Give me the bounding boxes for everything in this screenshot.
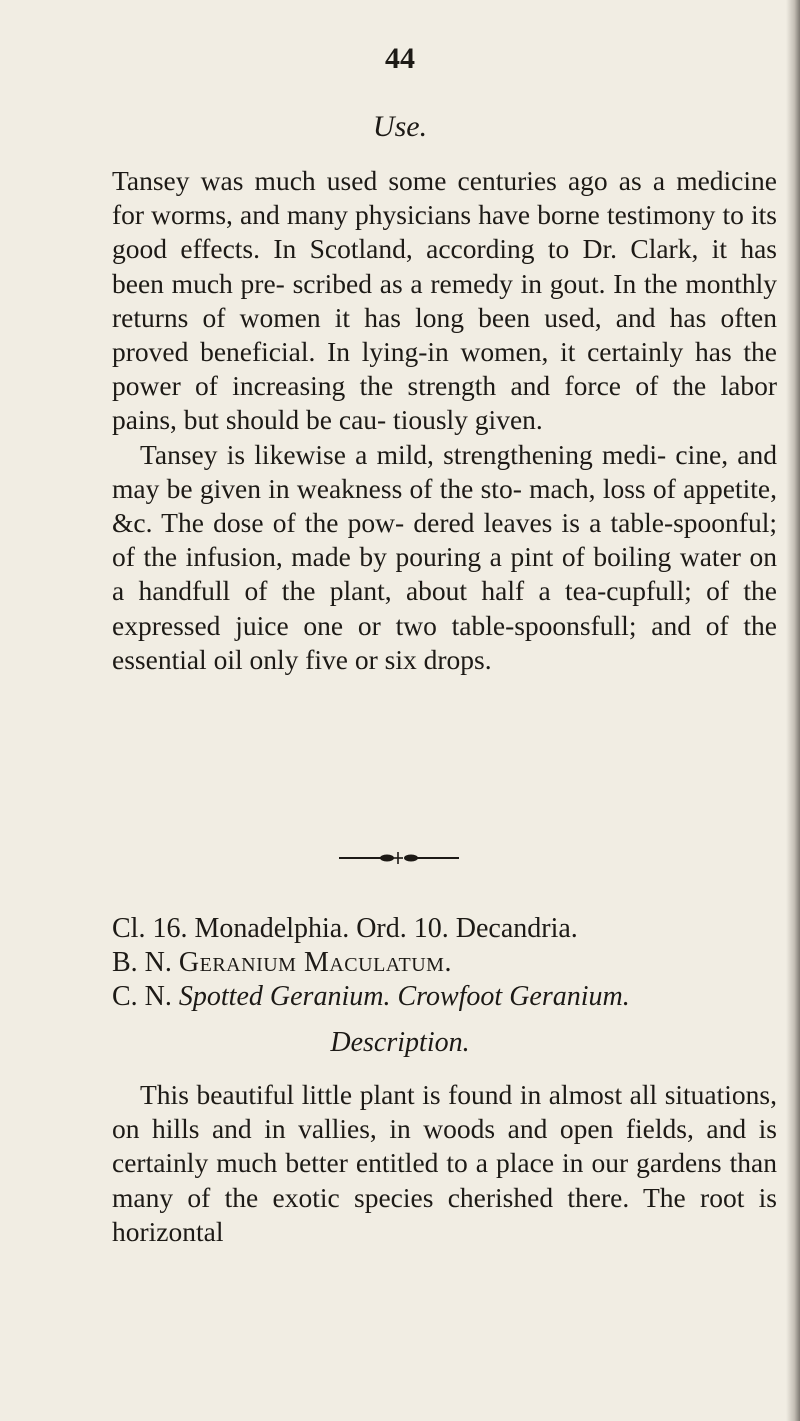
use-paragraph-2: Tansey is likewise a mild, strengthening medi- cine, and may be given in weakness of the sto- mach, loss of appetite, &c. The dose of the pow- dered leaves is a table-spoonful; of the infusion, made by pouring a pint of boiling water on a handfull of the plant, about half a tea-cupfull; of the expressed juice one or two table-spoonsfull; and of the essential oil only five or six drops. [112,438,777,675]
description-paragraph: This beautiful little plant is found in almost all situations, on hills and in vallies, in woods and open fields, and is certainly much better entitled to a place in our gardens than many of the exotic species cherished there. The root is horizontal [112,1079,777,1247]
botanical-prefix: B. N. [112,947,172,978]
common-names: Spotted Geranium. Crowfoot Geranium. [178,981,630,1012]
common-prefix: C. N. [112,981,172,1012]
botanical-name: Geranium Maculatum. [178,947,452,978]
classification-block [112,912,777,1014]
page-number: 44 [385,42,415,75]
common-name-line [112,980,777,1014]
description-section-body [112,1078,777,1249]
botanical-name-line [112,946,777,980]
section-heading-description: Description. [330,1027,470,1058]
class-label: Cl. 16. Monadelphia. [112,913,350,944]
section-heading-use: Use. [372,110,428,143]
use-paragraph-1: Tansey was much used some centuries ago as a medicine for worms, and many physicians have borne testimony to its good effects. In Scotland, according to Dr. Clark, it has been much pre- scribed as a remedy in gout. In the monthly returns of women it has long been used, and has often proved beneficial. In lying-in women, it certainly has the power of increasing the strength and force of the labor pains, but should be cau- tiously given. [112,165,777,436]
page-edge-shadow [786,0,800,1421]
classification-line [112,912,777,946]
order-label: Ord. 10. Decandria. [356,913,578,944]
ornament-divider-icon [335,850,465,866]
use-section-body [112,164,777,677]
